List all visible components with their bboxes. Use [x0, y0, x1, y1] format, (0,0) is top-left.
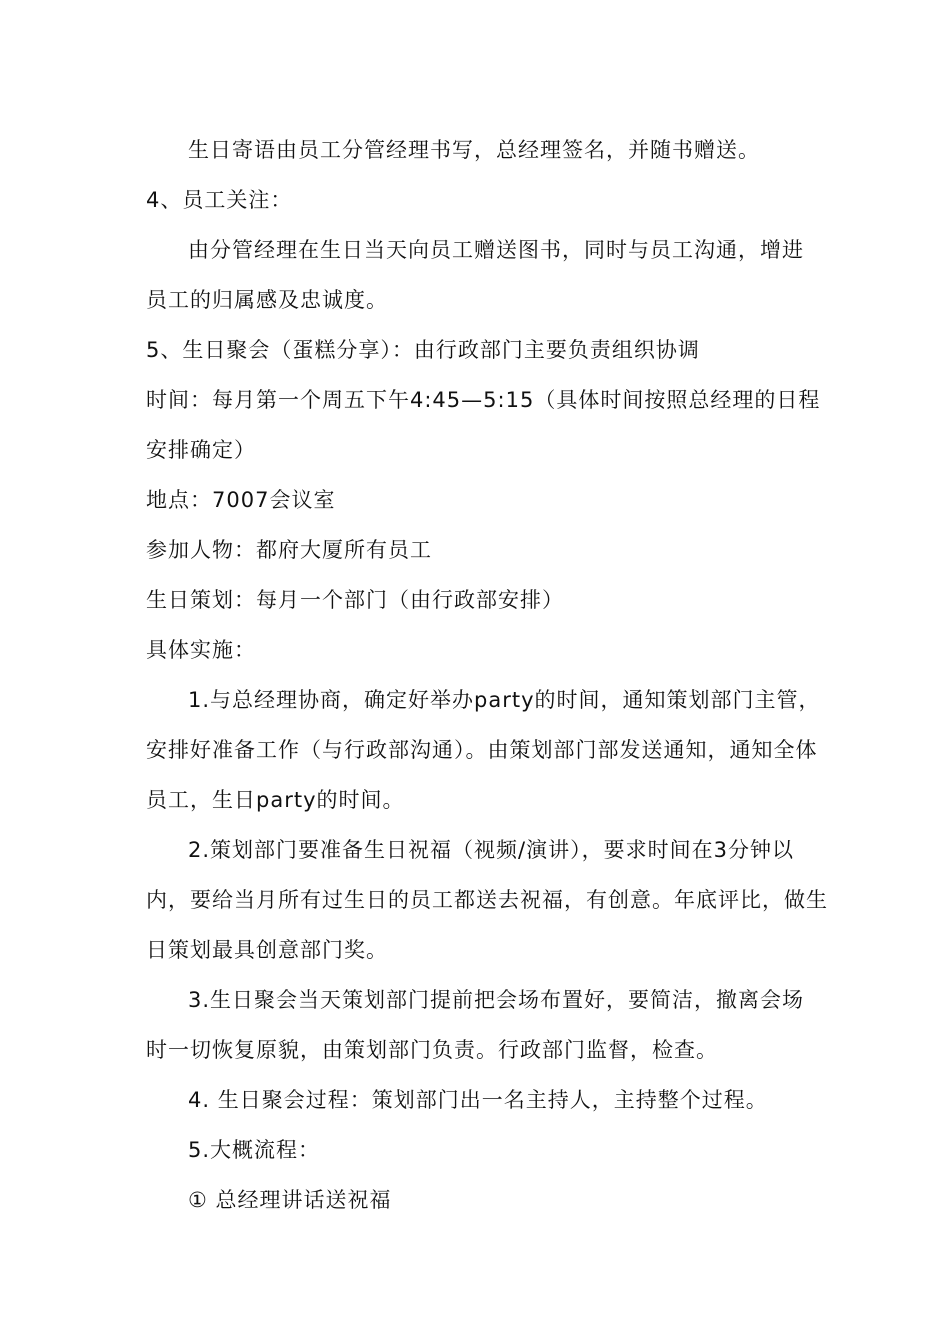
section-heading-birthday-party: 5、生日聚会（蛋糕分享）：由行政部门主要负责组织协调	[146, 338, 700, 362]
party-time-line1: 时间：每月第一个周五下午4:45—5:15（具体时间按照总经理的日程	[146, 388, 821, 412]
paragraph-employee-care-line2: 员工的归属感及忠诚度。	[146, 288, 388, 312]
step4: 4. 生日聚会过程：策划部门出一名主持人，主持整个过程。	[188, 1088, 768, 1112]
step2-line3: 日策划最具创意部门奖。	[146, 938, 388, 962]
party-participants: 参加人物：都府大厦所有员工	[146, 538, 432, 562]
step1-line2: 安排好准备工作（与行政部沟通）。由策划部门部发送通知，通知全体	[146, 738, 818, 762]
party-time-line2: 安排确定）	[146, 438, 256, 462]
step5-heading: 5.大概流程：	[188, 1138, 321, 1162]
step3-line2: 时一切恢复原貌，由策划部门负责。行政部门监督，检查。	[146, 1038, 718, 1062]
flow-item-1: ① 总经理讲话送祝福	[188, 1188, 392, 1212]
implementation-heading: 具体实施：	[146, 638, 256, 662]
party-location: 地点：7007会议室	[146, 488, 336, 512]
party-planning: 生日策划：每月一个部门（由行政部安排）	[146, 588, 564, 612]
paragraph-birthday-message: 生日寄语由员工分管经理书写，总经理签名，并随书赠送。	[188, 138, 760, 162]
step1-line1: 1.与总经理协商，确定好举办party的时间，通知策划部门主管，	[188, 688, 821, 712]
step2-line1: 2.策划部门要准备生日祝福（视频/演讲），要求时间在3分钟以	[188, 838, 794, 862]
step3-line1: 3.生日聚会当天策划部门提前把会场布置好，要简洁，撤离会场	[188, 988, 805, 1012]
step2-line2: 内，要给当月所有过生日的员工都送去祝福，有创意。年底评比，做生	[146, 888, 828, 912]
section-heading-employee-care: 4、员工关注：	[146, 188, 293, 212]
step1-line3: 员工，生日party的时间。	[146, 788, 405, 812]
paragraph-employee-care-line1: 由分管经理在生日当天向员工赠送图书，同时与员工沟通，增进	[188, 238, 804, 262]
